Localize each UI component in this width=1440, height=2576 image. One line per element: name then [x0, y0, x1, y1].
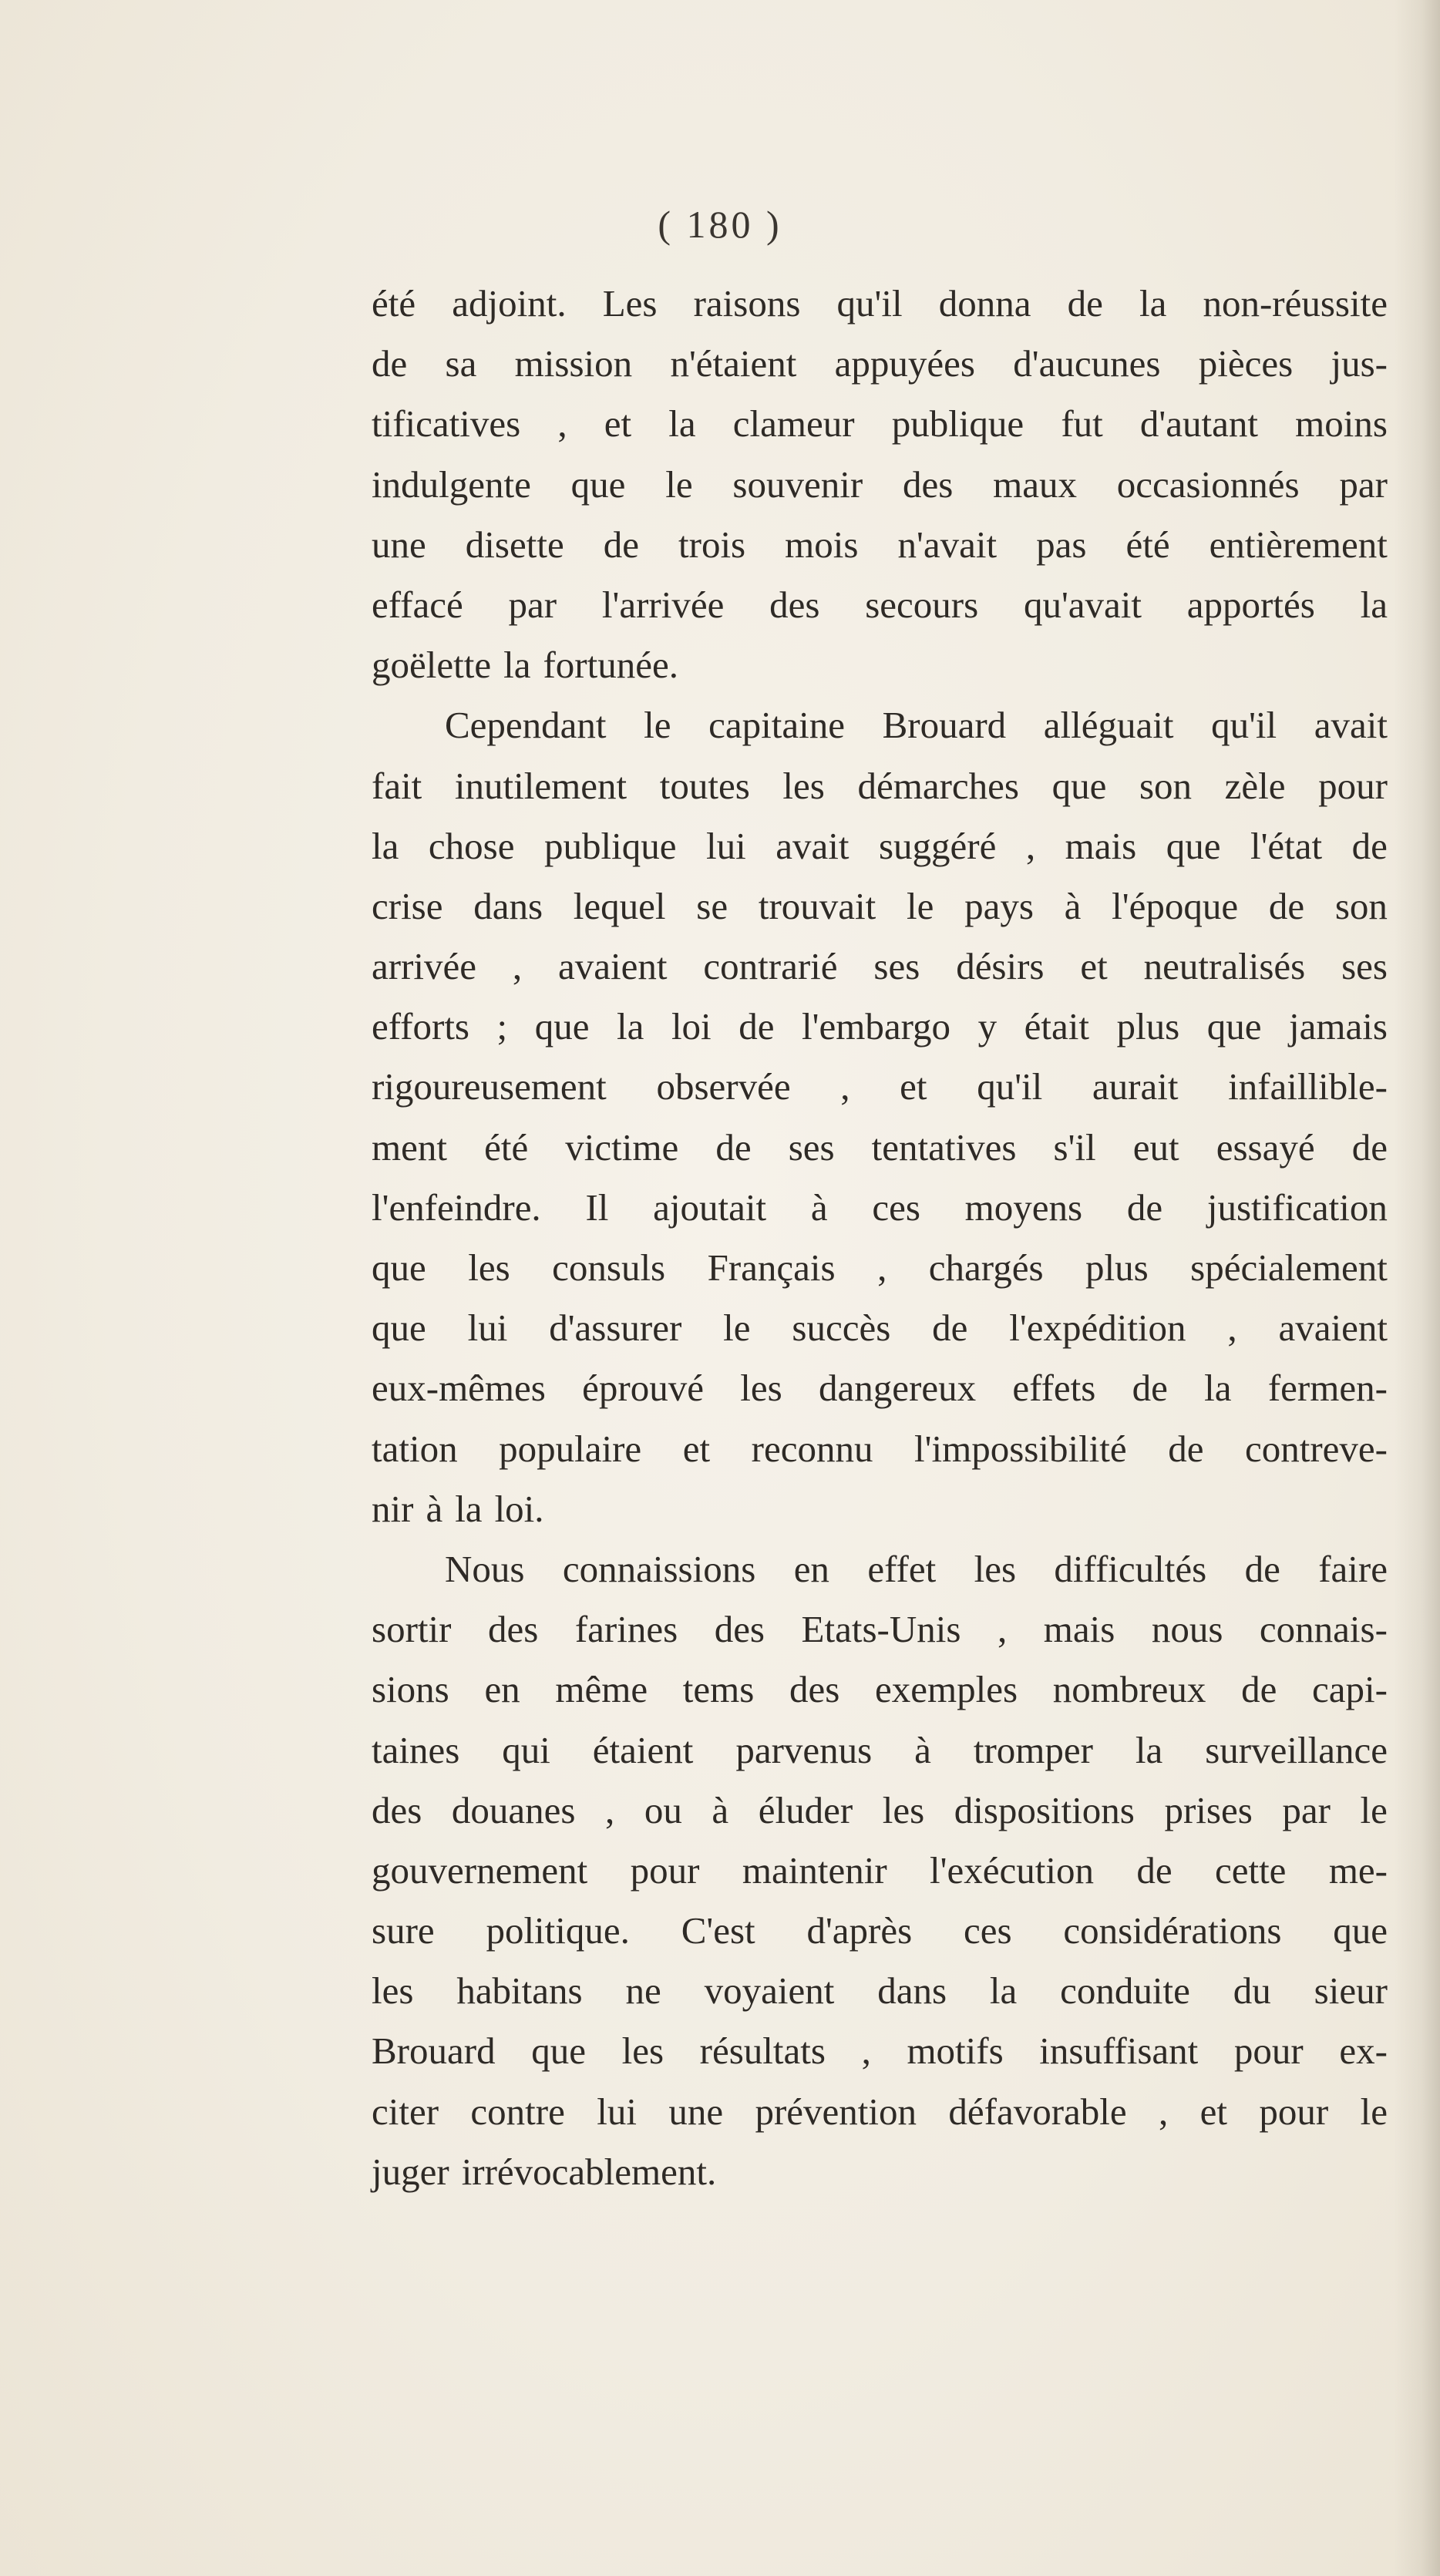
text-line: [372, 816, 1388, 876]
word: de: [715, 1125, 752, 1169]
text-line: [372, 756, 1388, 816]
word: les: [621, 2030, 664, 2073]
word: spécialement: [1190, 1246, 1388, 1289]
word: neutralisés: [1143, 945, 1306, 988]
word: la: [1135, 1728, 1163, 1771]
text-line: [372, 1358, 1388, 1418]
word: des: [372, 1788, 422, 1831]
word: capi-: [1311, 1668, 1388, 1711]
word: qu'il: [1211, 704, 1277, 747]
word: éprouvé: [582, 1367, 704, 1410]
word: n'avait: [897, 523, 998, 566]
word: ex-: [1339, 2030, 1388, 2073]
word: clameur: [732, 402, 855, 446]
word: fait: [372, 764, 422, 807]
word: ;: [496, 1005, 508, 1048]
word: à: [712, 1788, 729, 1831]
word: s'il: [1053, 1125, 1096, 1169]
word: effet: [867, 1547, 937, 1590]
word: son: [1334, 884, 1388, 927]
word: ajoutait: [653, 1185, 767, 1229]
word: entièrement: [1209, 523, 1388, 566]
word: en: [793, 1547, 829, 1590]
word: d'assurer: [549, 1306, 682, 1350]
word: ,: [877, 1246, 887, 1289]
word: plus: [1116, 1005, 1180, 1048]
word: mission: [514, 342, 633, 385]
word: avait: [1314, 704, 1388, 747]
word: les: [782, 764, 825, 807]
word: politique.: [486, 1909, 630, 1952]
word: essayé: [1216, 1125, 1315, 1169]
word: et: [900, 1065, 927, 1108]
word: eut: [1132, 1125, 1179, 1169]
word: populaire: [499, 1427, 642, 1470]
word: souvenir: [732, 462, 863, 506]
word: indulgente: [372, 462, 531, 506]
word: de: [1351, 824, 1388, 867]
word: l'époque: [1112, 884, 1239, 927]
word: Nous: [445, 1547, 525, 1590]
word: jamais: [1289, 1005, 1388, 1048]
body-text: [372, 274, 1388, 2202]
word: ,: [512, 945, 523, 988]
word: taines: [372, 1728, 460, 1771]
word: ses: [1341, 945, 1388, 988]
word: par: [1282, 1788, 1331, 1831]
word: de: [1132, 1367, 1168, 1410]
word: moyens: [964, 1185, 1083, 1229]
word: l'arrivée: [601, 583, 725, 626]
word: ces: [963, 1909, 1012, 1952]
word: pays: [964, 884, 1034, 927]
word: que: [372, 1306, 426, 1350]
page-number-header: ( 180 ): [658, 203, 782, 246]
word: que: [534, 1005, 590, 1048]
word: capitaine: [708, 704, 845, 747]
word: de: [1136, 1848, 1173, 1892]
word: à: [810, 1185, 828, 1229]
word: consuls: [552, 1246, 666, 1289]
word: par: [1339, 462, 1388, 506]
word: efforts: [372, 1005, 469, 1048]
text-line: [372, 515, 1388, 575]
word: été: [372, 282, 416, 325]
word: adjoint.: [452, 282, 567, 325]
text-line: [372, 1901, 1388, 1961]
word: l'exécution: [930, 1848, 1094, 1892]
word: les: [740, 1367, 782, 1410]
word: dispositions: [954, 1788, 1135, 1831]
text-line: [372, 1599, 1388, 1660]
word: la: [455, 1487, 483, 1530]
word: les: [882, 1788, 925, 1831]
word: pas: [1036, 523, 1087, 566]
word: ,: [1159, 2090, 1169, 2133]
word: été: [484, 1125, 529, 1169]
text-line: [372, 394, 1388, 454]
word: la: [668, 402, 696, 446]
word: fermen-: [1267, 1367, 1388, 1410]
word: les: [974, 1547, 1017, 1590]
word: apportés: [1186, 583, 1315, 626]
word: voyaient: [704, 1969, 835, 2013]
word: gouvernement: [372, 1848, 588, 1892]
word: pour: [630, 1848, 700, 1892]
text-line: [372, 1660, 1388, 1720]
word: d'après: [806, 1909, 913, 1952]
word: de: [372, 342, 408, 385]
word: Il: [585, 1185, 609, 1229]
word: me-: [1328, 1848, 1388, 1892]
word: ces: [872, 1185, 920, 1229]
word: de: [739, 1005, 775, 1048]
word: des: [714, 1608, 765, 1651]
word: succès: [792, 1306, 891, 1350]
word: non-réussite: [1203, 282, 1388, 325]
word: de: [932, 1306, 968, 1350]
word: lui: [705, 824, 746, 867]
word: justification: [1206, 1185, 1388, 1229]
word: chose: [428, 824, 515, 867]
word: de: [603, 523, 639, 566]
word: moins: [1295, 402, 1388, 446]
word: prévention: [755, 2090, 917, 2133]
word: Cependant: [445, 704, 607, 747]
word: une: [668, 2090, 724, 2133]
word: connais-: [1259, 1608, 1388, 1651]
page-edge-shadow: [1394, 0, 1440, 2576]
word: tromper: [973, 1728, 1093, 1771]
word: tificatives: [372, 402, 521, 446]
text-line: [372, 1118, 1388, 1178]
text-line: [372, 2142, 1388, 2202]
word: lequel: [573, 884, 666, 927]
word: infaillible-: [1228, 1065, 1388, 1108]
word: la: [989, 1969, 1018, 2013]
word: qui: [502, 1728, 550, 1771]
word: farines: [574, 1608, 678, 1651]
word: ses: [788, 1125, 835, 1169]
word: résultats: [699, 2030, 826, 2073]
word: nir: [372, 1487, 414, 1530]
word: une: [372, 523, 426, 566]
word: l'impossibilité: [914, 1427, 1127, 1470]
word: raisons: [693, 282, 801, 325]
word: prises: [1164, 1788, 1253, 1831]
text-line: [372, 575, 1388, 635]
word: du: [1233, 1969, 1271, 2013]
word: pour: [1318, 764, 1388, 807]
word: ,: [1025, 824, 1036, 867]
word: étaient: [592, 1728, 694, 1771]
word: sieur: [1314, 1969, 1388, 2013]
word: trouvait: [758, 884, 876, 927]
word: la: [1204, 1367, 1232, 1410]
word: secours: [865, 583, 979, 626]
word: que: [1166, 824, 1221, 867]
text-line: [372, 2082, 1388, 2142]
word: y: [977, 1005, 998, 1048]
word: aurait: [1092, 1065, 1179, 1108]
word: citer: [372, 2090, 439, 2133]
word: sortir: [372, 1608, 452, 1651]
word: en: [484, 1668, 520, 1711]
word: Les: [602, 282, 658, 325]
word: éluder: [758, 1788, 853, 1831]
word: que: [1051, 764, 1107, 807]
word: C'est: [681, 1909, 755, 1952]
word: d'autant: [1139, 402, 1258, 446]
word: surveillance: [1205, 1728, 1388, 1771]
word: arrivée: [372, 945, 476, 988]
word: démarches: [857, 764, 1019, 807]
text-line: [372, 2021, 1388, 2081]
word: loi.: [494, 1487, 544, 1530]
word: lui: [597, 2090, 637, 2133]
text-line: [372, 876, 1388, 937]
word: le: [723, 1306, 751, 1350]
text-line: [372, 1961, 1388, 2021]
text-line: [372, 695, 1388, 755]
word: insuffisant: [1039, 2030, 1199, 2073]
text-line: [372, 1057, 1388, 1117]
word: sa: [445, 342, 477, 385]
word: mois: [785, 523, 859, 566]
word: publique: [543, 824, 677, 867]
word: des: [902, 462, 954, 506]
word: difficultés: [1054, 1547, 1207, 1590]
text-line: [372, 1781, 1388, 1841]
text-line: [372, 1298, 1388, 1358]
word: parvenus: [735, 1728, 873, 1771]
word: l'expédition: [1009, 1306, 1186, 1350]
word: la: [372, 824, 399, 867]
word: n'étaient: [670, 342, 797, 385]
word: ne: [625, 1969, 661, 2013]
word: pièces: [1198, 342, 1294, 385]
word: la: [1360, 583, 1388, 626]
text-line: [372, 1419, 1388, 1479]
word: tentatives: [871, 1125, 1017, 1169]
text-line: [372, 455, 1388, 515]
word: motifs: [907, 2030, 1004, 2073]
word: tation: [372, 1427, 458, 1470]
text-line: [372, 1539, 1388, 1599]
word: l'enfeindre.: [372, 1185, 541, 1229]
word: qu'il: [836, 282, 903, 325]
word: trois: [678, 523, 746, 566]
word: d'aucunes: [1013, 342, 1161, 385]
word: que: [1333, 1909, 1388, 1952]
word: sions: [372, 1668, 449, 1711]
word: habitans: [456, 1969, 583, 2013]
word: défavorable: [948, 2090, 1127, 2133]
word: faire: [1318, 1547, 1388, 1590]
word: de: [1351, 1125, 1388, 1169]
word: alléguait: [1043, 704, 1174, 747]
text-line: [372, 334, 1388, 394]
word: mais: [1065, 824, 1137, 867]
word: le: [906, 884, 934, 927]
word: l'état: [1250, 824, 1323, 867]
word: rigoureusement: [372, 1065, 607, 1108]
word: reconnu: [751, 1427, 873, 1470]
word: contrarié: [703, 945, 838, 988]
word: ses: [873, 945, 920, 988]
word: dans: [877, 1969, 947, 2013]
word: que: [1206, 1005, 1262, 1048]
text-line: [372, 1238, 1388, 1298]
word: et: [1199, 2090, 1228, 2133]
word: sure: [372, 1909, 435, 1952]
word: ou: [644, 1788, 682, 1831]
word: fut: [1061, 402, 1103, 446]
word: l'embargo: [802, 1005, 951, 1048]
word: fortunée.: [543, 644, 678, 687]
word: qu'avait: [1023, 583, 1142, 626]
word: exemples: [874, 1668, 1018, 1711]
word: conduite: [1060, 1969, 1190, 2013]
word: et: [604, 402, 632, 446]
word: juger: [372, 2150, 449, 2193]
word: goëlette: [372, 644, 492, 687]
word: de: [1067, 282, 1103, 325]
text-line: [372, 635, 1388, 695]
word: était: [1024, 1005, 1089, 1048]
word: de: [1168, 1427, 1204, 1470]
word: donna: [938, 282, 1031, 325]
word: crise: [372, 884, 443, 927]
word: contreve-: [1245, 1427, 1388, 1470]
word: contre: [470, 2090, 565, 2133]
word: observée: [656, 1065, 791, 1108]
word: mais: [1043, 1608, 1115, 1651]
word: se: [696, 884, 728, 927]
text-line: [372, 997, 1388, 1057]
word: nous: [1151, 1608, 1223, 1651]
word: de: [1241, 1668, 1277, 1711]
word: inutilement: [454, 764, 627, 807]
word: irrévocablement.: [461, 2150, 717, 2193]
word: et: [682, 1427, 711, 1470]
word: Français: [707, 1246, 836, 1289]
word: de: [1126, 1185, 1163, 1229]
word: ,: [997, 1608, 1008, 1651]
text-line: [372, 1479, 1388, 1539]
word: douanes: [451, 1788, 576, 1831]
word: dans: [473, 884, 543, 927]
word: des: [487, 1608, 539, 1651]
text-line: [372, 1841, 1388, 1901]
word: les: [372, 1969, 414, 2013]
text-line: [372, 274, 1388, 334]
word: zèle: [1224, 764, 1286, 807]
word: plus: [1085, 1246, 1149, 1289]
word: par: [508, 583, 557, 626]
word: ,: [605, 1788, 615, 1831]
word: Etats-Unis: [801, 1608, 961, 1651]
word: le: [1360, 1788, 1388, 1831]
word: jus-: [1331, 342, 1388, 385]
text-line: [372, 1720, 1388, 1781]
word: cette: [1214, 1848, 1287, 1892]
word: la: [1139, 282, 1167, 325]
word: de: [1268, 884, 1305, 927]
word: tems: [682, 1668, 755, 1711]
word: victime: [565, 1125, 679, 1169]
word: loi: [671, 1005, 712, 1048]
word: dangereux: [819, 1367, 977, 1410]
word: à: [914, 1728, 931, 1771]
word: pour: [1233, 2030, 1304, 2073]
word: ,: [861, 2030, 871, 2073]
word: le: [644, 704, 671, 747]
word: son: [1139, 764, 1193, 807]
word: toutes: [659, 764, 750, 807]
word: Brouard: [372, 2030, 496, 2073]
word: avaient: [1278, 1306, 1388, 1350]
text-line: [372, 1178, 1388, 1238]
word: à: [1064, 884, 1082, 927]
word: chargés: [928, 1246, 1044, 1289]
word: ,: [1227, 1306, 1237, 1350]
text-line: [372, 937, 1388, 997]
word: que: [570, 462, 626, 506]
word: connaissions: [562, 1547, 756, 1590]
word: des: [789, 1668, 840, 1711]
word: que: [531, 2030, 586, 2073]
word: à: [426, 1487, 443, 1530]
word: nombreux: [1052, 1668, 1206, 1711]
word: désirs: [956, 945, 1045, 988]
word: appuyées: [834, 342, 975, 385]
word: la: [503, 644, 531, 687]
word: de: [1244, 1547, 1280, 1590]
word: ,: [840, 1065, 850, 1108]
word: des: [769, 583, 820, 626]
word: le: [1360, 2090, 1388, 2133]
word: pour: [1259, 2090, 1329, 2133]
word: suggéré: [878, 824, 997, 867]
word: lui: [467, 1306, 508, 1350]
word: eux-mêmes: [372, 1367, 546, 1410]
word: qu'il: [977, 1065, 1043, 1108]
word: et: [1080, 945, 1108, 988]
word: que: [372, 1246, 426, 1289]
word: le: [665, 462, 693, 506]
word: disette: [465, 523, 564, 566]
word: publique: [891, 402, 1024, 446]
word: avait: [776, 824, 850, 867]
word: même: [555, 1668, 648, 1711]
word: maintenir: [742, 1848, 887, 1892]
word: maux: [993, 462, 1077, 506]
word: été: [1125, 523, 1170, 566]
word: considérations: [1063, 1909, 1282, 1952]
word: avaient: [558, 945, 668, 988]
word: Brouard: [882, 704, 1007, 747]
word: effacé: [372, 583, 463, 626]
word: ,: [557, 402, 567, 446]
word: ment: [372, 1125, 447, 1169]
word: occasionnés: [1116, 462, 1300, 506]
word: effets: [1012, 1367, 1096, 1410]
word: la: [617, 1005, 644, 1048]
word: les: [468, 1246, 510, 1289]
